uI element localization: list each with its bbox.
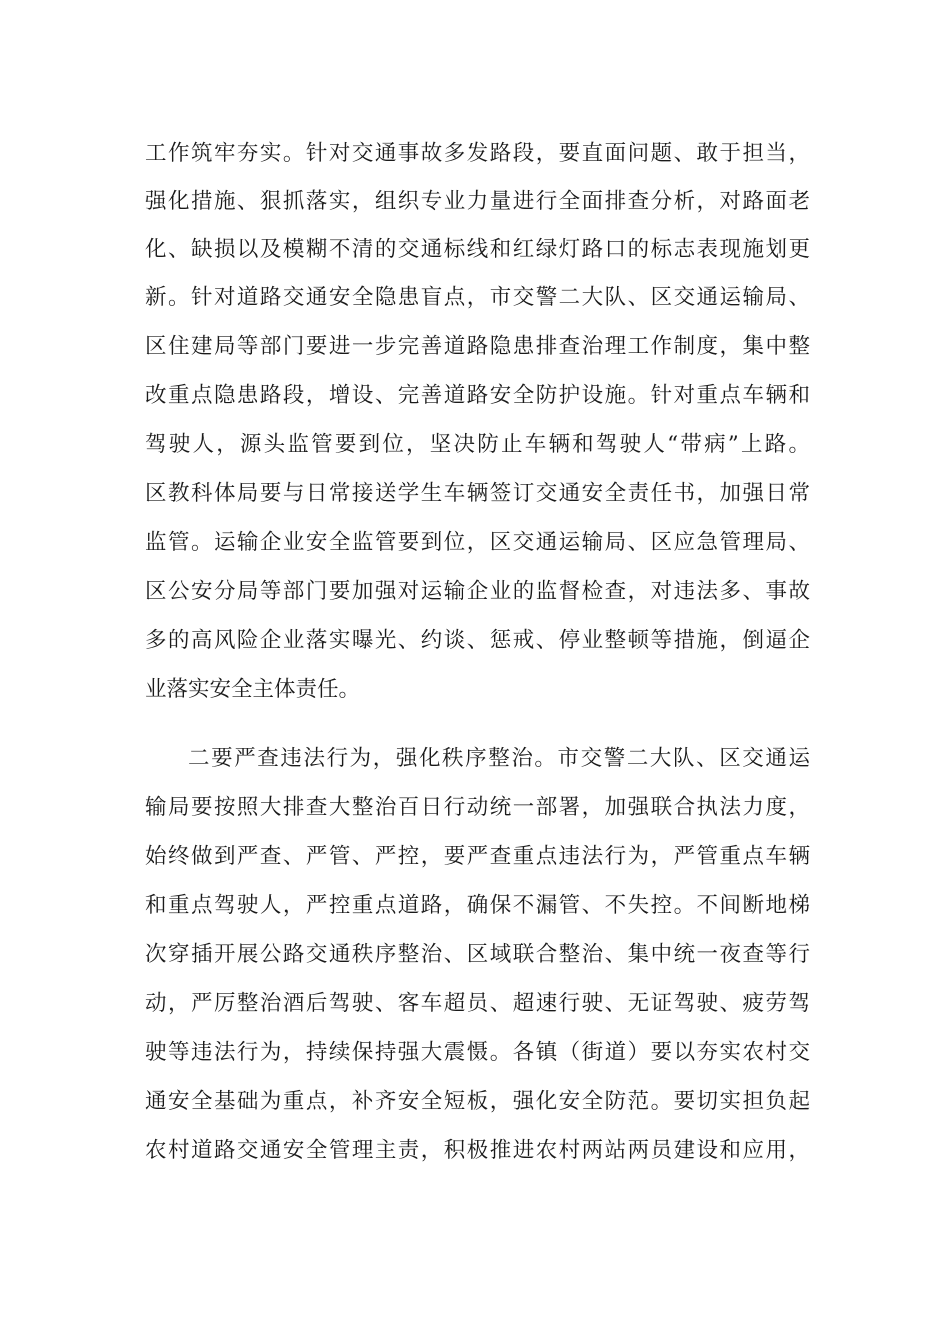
text-line: 工作筑牢夯实。针对交通事故多发路段，要直面问题、敢于担当， [145, 141, 810, 166]
text-line: 区公安分局等部门要加强对运输企业的监督检查，对违法多、事故 [145, 579, 810, 604]
text-line: 和重点驾驶人，严控重点道路，确保不漏管、不失控。不间断地梯 [145, 893, 810, 918]
text-line: 动，严厉整治酒后驾驶、客车超员、超速行驶、无证驾驶、疲劳驾 [145, 991, 810, 1016]
text-line: 业落实安全主体责任。 [145, 677, 361, 702]
text-line: 区教科体局要与日常接送学生车辆签订交通安全责任书，加强日常 [145, 481, 810, 506]
text-line: 农村道路交通安全管理主责，积极推进农村两站两员建设和应用， [145, 1138, 810, 1163]
text-line: 驾驶人，源头监管要到位，坚决防止车辆和驾驶人“带病”上路。 [145, 432, 810, 457]
text-line: 多的高风险企业落实曝光、约谈、惩戒、停业整顿等措施，倒逼企 [145, 628, 810, 653]
text-line: 化、缺损以及模糊不清的交通标线和红绿灯路口的标志表现施划更 [145, 237, 810, 262]
text-line: 通安全基础为重点，补齐安全短板，强化安全防范。要切实担负起 [145, 1089, 810, 1114]
text-line: 次穿插开展公路交通秩序整治、区域联合整治、集中统一夜查等行 [145, 942, 810, 967]
text-line: 新。针对道路交通安全隐患盲点，市交警二大队、区交通运输局、 [145, 285, 810, 310]
text-line: 始终做到严查、严管、严控，要严查重点违法行为，严管重点车辆 [145, 844, 810, 869]
text-line: 监管。运输企业安全监管要到位，区交通运输局、区应急管理局、 [145, 530, 810, 555]
text-line: 强化措施、狠抓落实，组织专业力量进行全面排查分析，对路面老 [145, 189, 810, 214]
text-line: 二要严查违法行为，强化秩序整治。市交警二大队、区交通运 [188, 746, 810, 771]
text-line: 驶等违法行为，持续保持强大震慑。各镇（街道）要以夯实农村交 [145, 1040, 810, 1065]
text-line: 输局要按照大排查大整治百日行动统一部署，加强联合执法力度， [145, 795, 810, 820]
text-line: 改重点隐患路段，增设、完善道路安全防护设施。针对重点车辆和 [145, 383, 810, 408]
text-line: 区住建局等部门要进一步完善道路隐患排查治理工作制度，集中整 [145, 334, 810, 359]
